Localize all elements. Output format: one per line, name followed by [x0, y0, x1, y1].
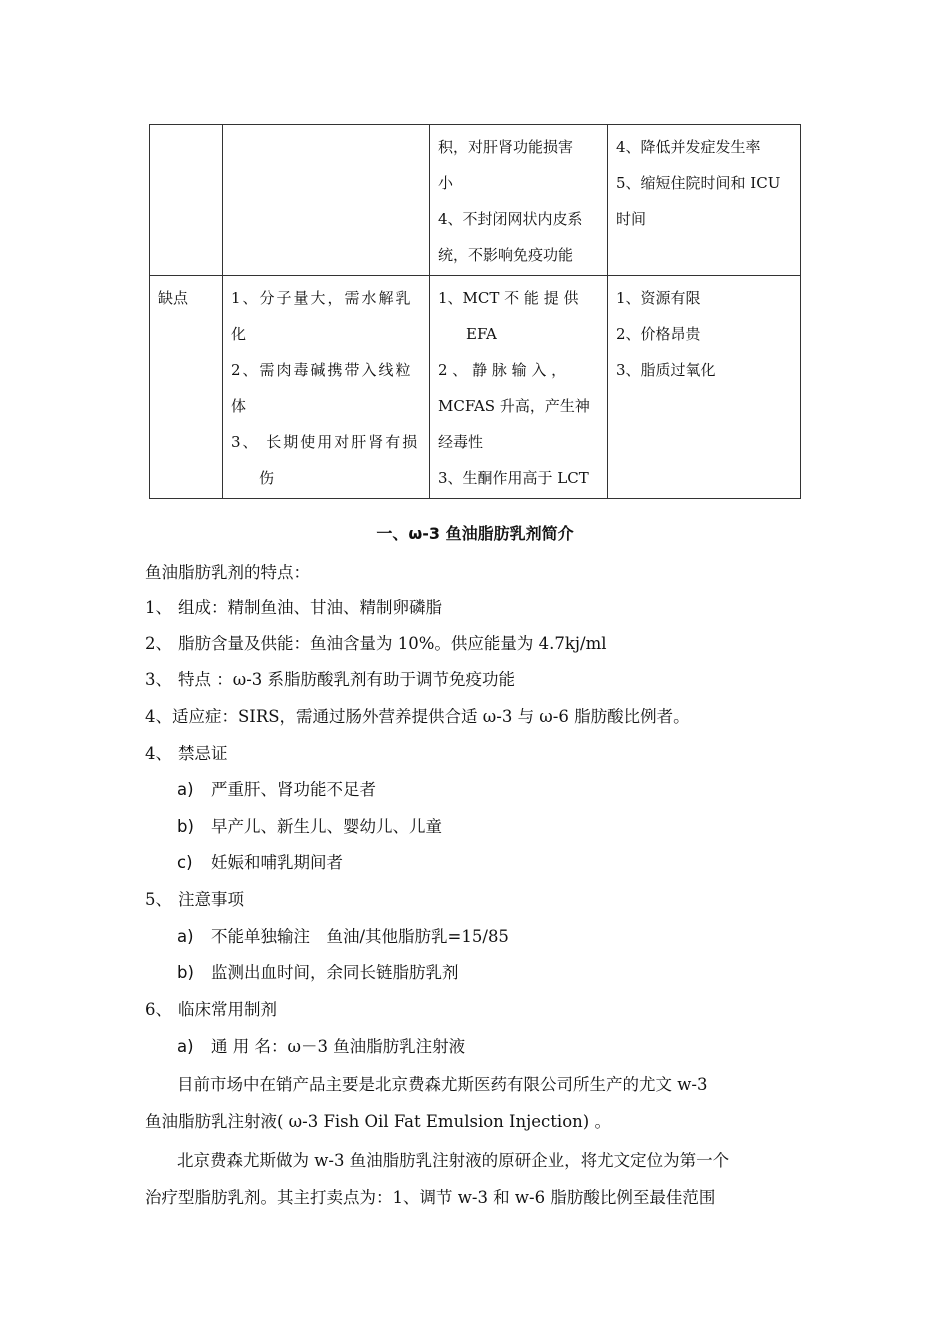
- intro-line: 鱼油脂肪乳剂的特点：: [145, 563, 310, 582]
- cell-line: 统，不影响免疫功能: [438, 246, 574, 264]
- table-cell: [430, 276, 608, 499]
- list-item: 2、 脂肪含量及供能：鱼油含量为 10%。供应能量为 4.7kj/ml: [145, 634, 607, 653]
- section-heading: 一、ω-3 鱼油脂肪乳剂简介: [376, 524, 574, 543]
- sub-list-item: c) 妊娠和哺乳期间者: [177, 853, 343, 872]
- table-row: [150, 276, 801, 499]
- row-header: 缺点: [158, 289, 189, 307]
- cell-line: 4、降低并发症发生率: [616, 138, 761, 156]
- paragraph-line: 治疗型脂肪乳剂。其主打卖点为：1、调节 w-3 和 w-6 脂肪酸比例至最佳范围: [145, 1188, 716, 1207]
- cell-line: 经毒性: [438, 433, 484, 451]
- paragraph: [145, 1066, 807, 1140]
- list-item: 3、 特点 ：ω-3 系脂肪酸乳剂有助于调节免疫功能: [145, 670, 516, 689]
- cell-line: MCFAS 升高，产生神: [438, 397, 590, 415]
- cell-line: 3、脂质过氧化: [616, 361, 716, 379]
- cell-line: 时间: [616, 210, 647, 228]
- sub-list-item: b) 早产儿、新生儿、婴幼儿、儿童: [177, 817, 442, 836]
- list-item: 6、 临床常用制剂: [145, 1000, 277, 1019]
- cell-line: 1、资源有限: [616, 289, 701, 307]
- list-item: 5、 注意事项: [145, 890, 244, 909]
- paragraph-line: 北京费森尤斯做为 w-3 鱼油脂肪乳注射液的原研企业，将尤文定位为第一个: [177, 1151, 730, 1170]
- table-row: [150, 125, 801, 276]
- cell-line: 2、价格昂贵: [616, 325, 701, 343]
- cell-line: 1、MCT 不 能 提 供: [438, 289, 579, 307]
- sub-list-item: a) 不能单独输注 鱼油/其他脂肪乳=15/85: [177, 927, 509, 946]
- cell-line: 体: [231, 397, 247, 415]
- sub-list-item: a) 通 用 名：ω－3 鱼油脂肪乳注射液: [177, 1037, 466, 1056]
- list-item: 4、适应症：SIRS，需通过肠外营养提供合适 ω-3 与 ω-6 脂肪酸比例者。: [145, 707, 690, 726]
- cell-line: EFA: [466, 325, 497, 343]
- table-cell: [223, 125, 430, 276]
- table-cell: [150, 125, 223, 276]
- paragraph-line: 目前市场中在销产品主要是北京费森尤斯医药有限公司所生产的尤文 w-3: [177, 1075, 708, 1094]
- cell-line: 2 、 静 脉 输 入 ，: [438, 361, 567, 379]
- cell-line: 化: [231, 325, 247, 343]
- cell-line: 5、缩短住院时间和 ICU: [616, 174, 781, 192]
- cell-line: 小: [438, 174, 454, 192]
- sub-list-item: a) 严重肝、肾功能不足者: [177, 780, 376, 799]
- table-cell: [150, 276, 223, 499]
- cell-line: 1、分子量大，需水解乳: [231, 289, 413, 307]
- comparison-table: [149, 124, 801, 499]
- sub-list-item: b) 监测出血时间，余同长链脂肪乳剂: [177, 963, 459, 982]
- paragraph-line: 鱼油脂肪乳注射液( ω-3 Fish Oil Fat Emulsion Injection) 。: [145, 1112, 611, 1131]
- table-cell: [430, 125, 608, 276]
- paragraph: [145, 1142, 807, 1216]
- table-cell: [608, 276, 801, 499]
- table-cell: [608, 125, 801, 276]
- table-cell: [223, 276, 430, 499]
- cell-line: 积，对肝肾功能损害: [438, 138, 574, 156]
- cell-line: 4、不封闭网状内皮系: [438, 210, 583, 228]
- list-item: 1、 组成：精制鱼油、甘油、精制卵磷脂: [145, 598, 442, 617]
- cell-line: 2、需肉毒碱携带入线粒: [231, 361, 413, 379]
- cell-line: 3、 长期使用对肝肾有损: [231, 433, 420, 451]
- cell-line: 3、生酮作用高于 LCT: [438, 469, 589, 487]
- list-item: 4、 禁忌证: [145, 744, 228, 763]
- cell-line: 伤: [259, 469, 275, 487]
